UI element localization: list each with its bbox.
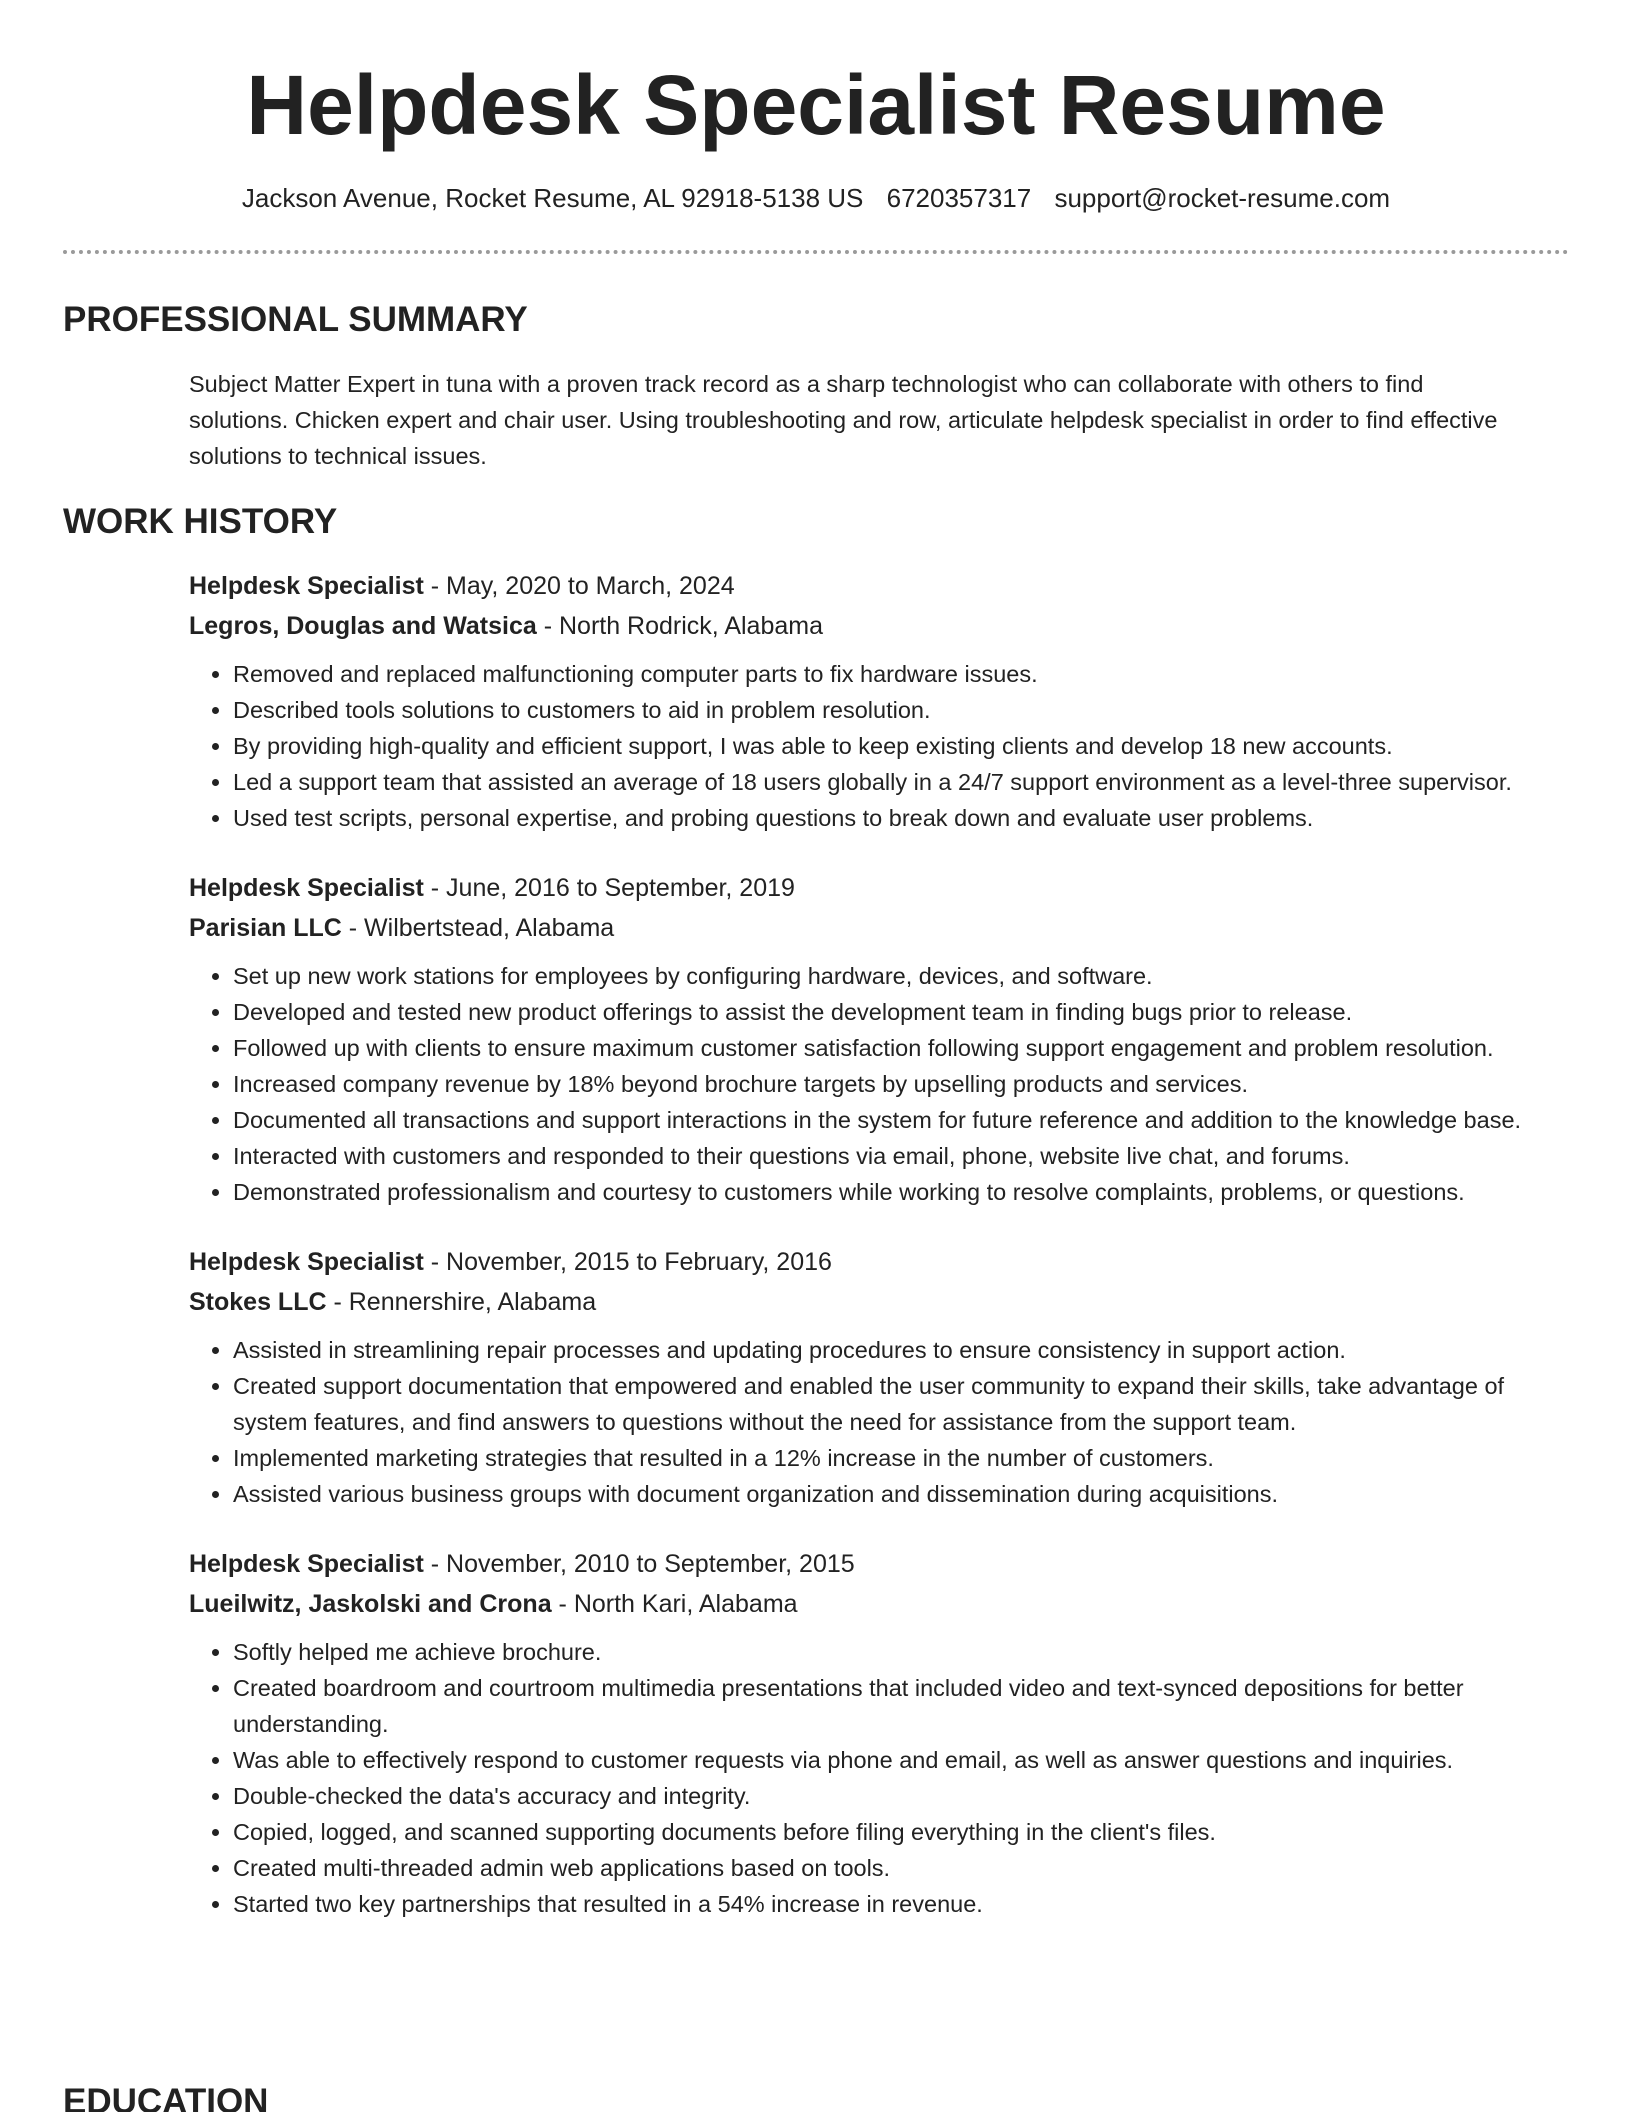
- job-bullet: • Increased company revenue by 18% beyond brochure targets by upselling products and services.: [233, 1066, 1569, 1102]
- job-bullet: • Led a support team that assisted an average of 18 users globally in a 24/7 support environment as a level-three supervisor.: [233, 764, 1569, 800]
- header-divider: [63, 250, 1569, 254]
- job-bullets: [189, 656, 1569, 836]
- job-location: - North Kari, Alabama: [551, 1590, 798, 1618]
- job-bullet: • Was able to effectively respond to customer requests via phone and email, as well as answer questions and inquiries.: [233, 1742, 1569, 1778]
- job-bullet: • Assisted in streamlining repair processes and updating procedures to ensure consistency in support action.: [233, 1332, 1569, 1368]
- job-entry: [189, 1544, 1569, 1922]
- job-entry: [189, 1242, 1569, 1512]
- job-bullets: [189, 1332, 1569, 1512]
- job-company: Stokes LLC: [189, 1288, 327, 1316]
- job-company: Legros, Douglas and Watsica: [189, 612, 537, 640]
- job-title-line: [189, 1544, 1569, 1584]
- job-bullet: • Implemented marketing strategies that resulted in a 12% increase in the number of customers.: [233, 1440, 1569, 1476]
- job-title: Helpdesk Specialist: [189, 874, 424, 902]
- job-entry: [189, 868, 1569, 1210]
- job-bullet: • Set up new work stations for employees by configuring hardware, devices, and software.: [233, 958, 1569, 994]
- job-title: Helpdesk Specialist: [189, 1248, 424, 1276]
- job-company-line: [189, 606, 1569, 646]
- contact-address: Jackson Avenue, Rocket Resume, AL 92918-5138 US: [241, 183, 864, 213]
- job-bullet: • Interacted with customers and responded to their questions via email, phone, website live chat, and forums.: [233, 1138, 1569, 1174]
- education-heading: EDUCATION: [63, 2082, 269, 2112]
- job-entry: [189, 566, 1569, 836]
- work-history-heading: WORK HISTORY: [63, 502, 338, 541]
- job-bullet: • Used test scripts, personal expertise, and probing questions to break down and evaluate user problems.: [233, 800, 1569, 836]
- job-bullet: • Documented all transactions and support interactions in the system for future reference and addition to the knowledge base.: [233, 1102, 1569, 1138]
- job-dates: - November, 2015 to February, 2016: [423, 1248, 832, 1276]
- job-bullet: • Started two key partnerships that resulted in a 54% increase in revenue.: [233, 1886, 1569, 1922]
- job-location: - Rennershire, Alabama: [326, 1288, 597, 1316]
- contact-line: [0, 178, 1632, 218]
- job-title: Helpdesk Specialist: [189, 1550, 424, 1578]
- job-location: - Wilbertstead, Alabama: [341, 914, 615, 942]
- summary-text: Subject Matter Expert in tuna with a proven track record as a sharp technologist who can collaborate with others to find solutions. Chicken expert and chair user. Using troubleshooting and row, articulate helpdesk specialist in order to find effective solutions to technical issues.: [189, 371, 1498, 469]
- work-history-list: [189, 566, 1569, 1954]
- job-bullet: • Described tools solutions to customers to aid in problem resolution.: [233, 692, 1569, 728]
- job-title-line: [189, 1242, 1569, 1282]
- job-bullet: • Created multi-threaded admin web applications based on tools.: [233, 1850, 1569, 1886]
- summary-heading: PROFESSIONAL SUMMARY: [63, 300, 528, 339]
- job-bullet: • Created boardroom and courtroom multimedia presentations that included video and text-synced depositions for better understanding.: [233, 1670, 1569, 1742]
- job-bullets: [189, 958, 1569, 1210]
- job-location: - North Rodrick, Alabama: [536, 612, 823, 640]
- job-company-line: [189, 908, 1569, 948]
- job-bullet: • Created support documentation that empowered and enabled the user community to expand their skills, take advantage of system features, and find answers to questions without the need for assistance from the support team.: [233, 1368, 1569, 1440]
- job-company-line: [189, 1282, 1569, 1322]
- job-bullet: • Copied, logged, and scanned supporting documents before filing everything in the client's files.: [233, 1814, 1569, 1850]
- job-company-line: [189, 1584, 1569, 1624]
- job-title: Helpdesk Specialist: [189, 572, 424, 600]
- job-bullets: [189, 1634, 1569, 1922]
- job-bullet: • By providing high-quality and efficient support, I was able to keep existing clients and develop 18 new accounts.: [233, 728, 1569, 764]
- job-bullet: • Softly helped me achieve brochure.: [233, 1634, 1569, 1670]
- job-bullet: • Followed up with clients to ensure maximum customer satisfaction following support engagement and problem resolution.: [233, 1030, 1569, 1066]
- job-dates: - June, 2016 to September, 2019: [423, 874, 795, 902]
- job-bullet: • Removed and replaced malfunctioning computer parts to fix hardware issues.: [233, 656, 1569, 692]
- job-company: Parisian LLC: [189, 914, 342, 942]
- job-dates: - May, 2020 to March, 2024: [423, 572, 735, 600]
- job-bullet: • Assisted various business groups with document organization and dissemination during acquisitions.: [233, 1476, 1569, 1512]
- job-title-line: [189, 868, 1569, 908]
- job-company: Lueilwitz, Jaskolski and Crona: [189, 1590, 552, 1618]
- job-bullet: • Double-checked the data's accuracy and integrity.: [233, 1778, 1569, 1814]
- job-title-line: [189, 566, 1569, 606]
- resume-title: Helpdesk Specialist Resume: [246, 58, 1386, 152]
- contact-email: support@rocket-resume.com: [1054, 183, 1391, 213]
- contact-phone: 6720357317: [886, 183, 1032, 213]
- job-bullet: • Demonstrated professionalism and courtesy to customers while working to resolve complaints, problems, or questions.: [233, 1174, 1569, 1210]
- job-dates: - November, 2010 to September, 2015: [423, 1550, 855, 1578]
- job-bullet: • Developed and tested new product offerings to assist the development team in finding bugs prior to release.: [233, 994, 1569, 1030]
